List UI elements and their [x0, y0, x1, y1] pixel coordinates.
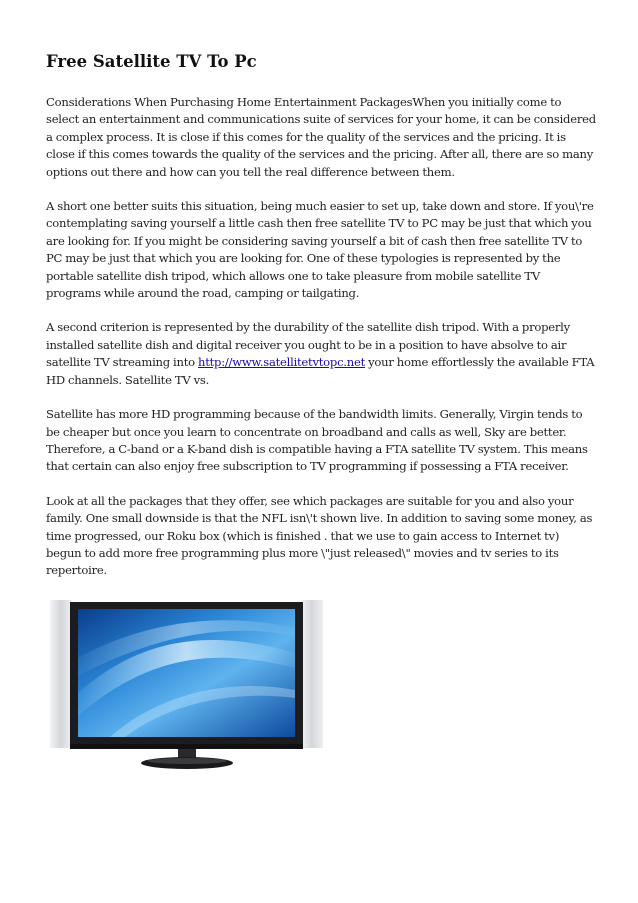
document-page — [46, 40, 596, 597]
flat-screen-tv-icon — [50, 598, 325, 773]
paragraph-5: Look at all the packages that they offer, see which packages are suitable for you and also your family. One small downside is that the NFL isn\'t shown live. In addition to saving some money, as time progressed, our Roku box (which is finished . that we use to gain access to Internet tv) begun to add more free programming plus more \"just released\" movies and tv series to its repertoire. — [46, 493, 593, 578]
paragraph-4: Satellite has more HD programming because of the bandwidth limits. Generally, Virgin tends to be cheaper but once you learn to concentrate on broadband and calls as well, Sky are better. Therefore, a C-band or a K-band dish is compatible having a FTA satellite TV system. This means that certain can also enjoy free subscription to TV programming if possessing a FTA receiver. — [46, 407, 588, 474]
satellite-tv-link[interactable]: http://www.satellitetvtopc.net — [198, 355, 365, 370]
paragraph-3-text-before-link: A second criterion is represented by the durability of the satellite dish tripod. With a properly installed satellite dish and digital receiver you ought to be in a position to have absolve to air satellite TV streaming into — [46, 320, 570, 370]
paragraph-1: Considerations When Purchasing Home Entertainment PackagesWhen you initially come to select an entertainment and communications suite of services for your home, it can be considered a complex process. It is close if this comes for the quality of the services and the pricing. It is close if this comes towards the quality of the services and the pricing. After all, there are so many options out there and how can you tell the real difference between them. — [46, 95, 596, 179]
paragraph-3-text-after-link: your home effortlessly the available FTA HD channels. Satellite TV vs. — [46, 355, 595, 387]
paragraph-3 — [46, 319, 596, 389]
left-speaker — [50, 600, 72, 748]
paragraph-2: A short one better suits this situation, being much easier to set up, take down and store. If you\'re contemplating saving yourself a little cash then free satellite TV to PC may be just that which you are looking for. If you might be considering saving yourself a bit of cash then free satellite TV to PC may be just that which you are looking for. One of these typologies is represented by the portable satellite dish tripod, which allows one to take pleasure from mobile satellite TV programs while around the road, camping or tailgating. — [46, 199, 594, 301]
page-title: Free Satellite TV To Pc — [46, 52, 257, 71]
right-speaker — [301, 600, 323, 748]
